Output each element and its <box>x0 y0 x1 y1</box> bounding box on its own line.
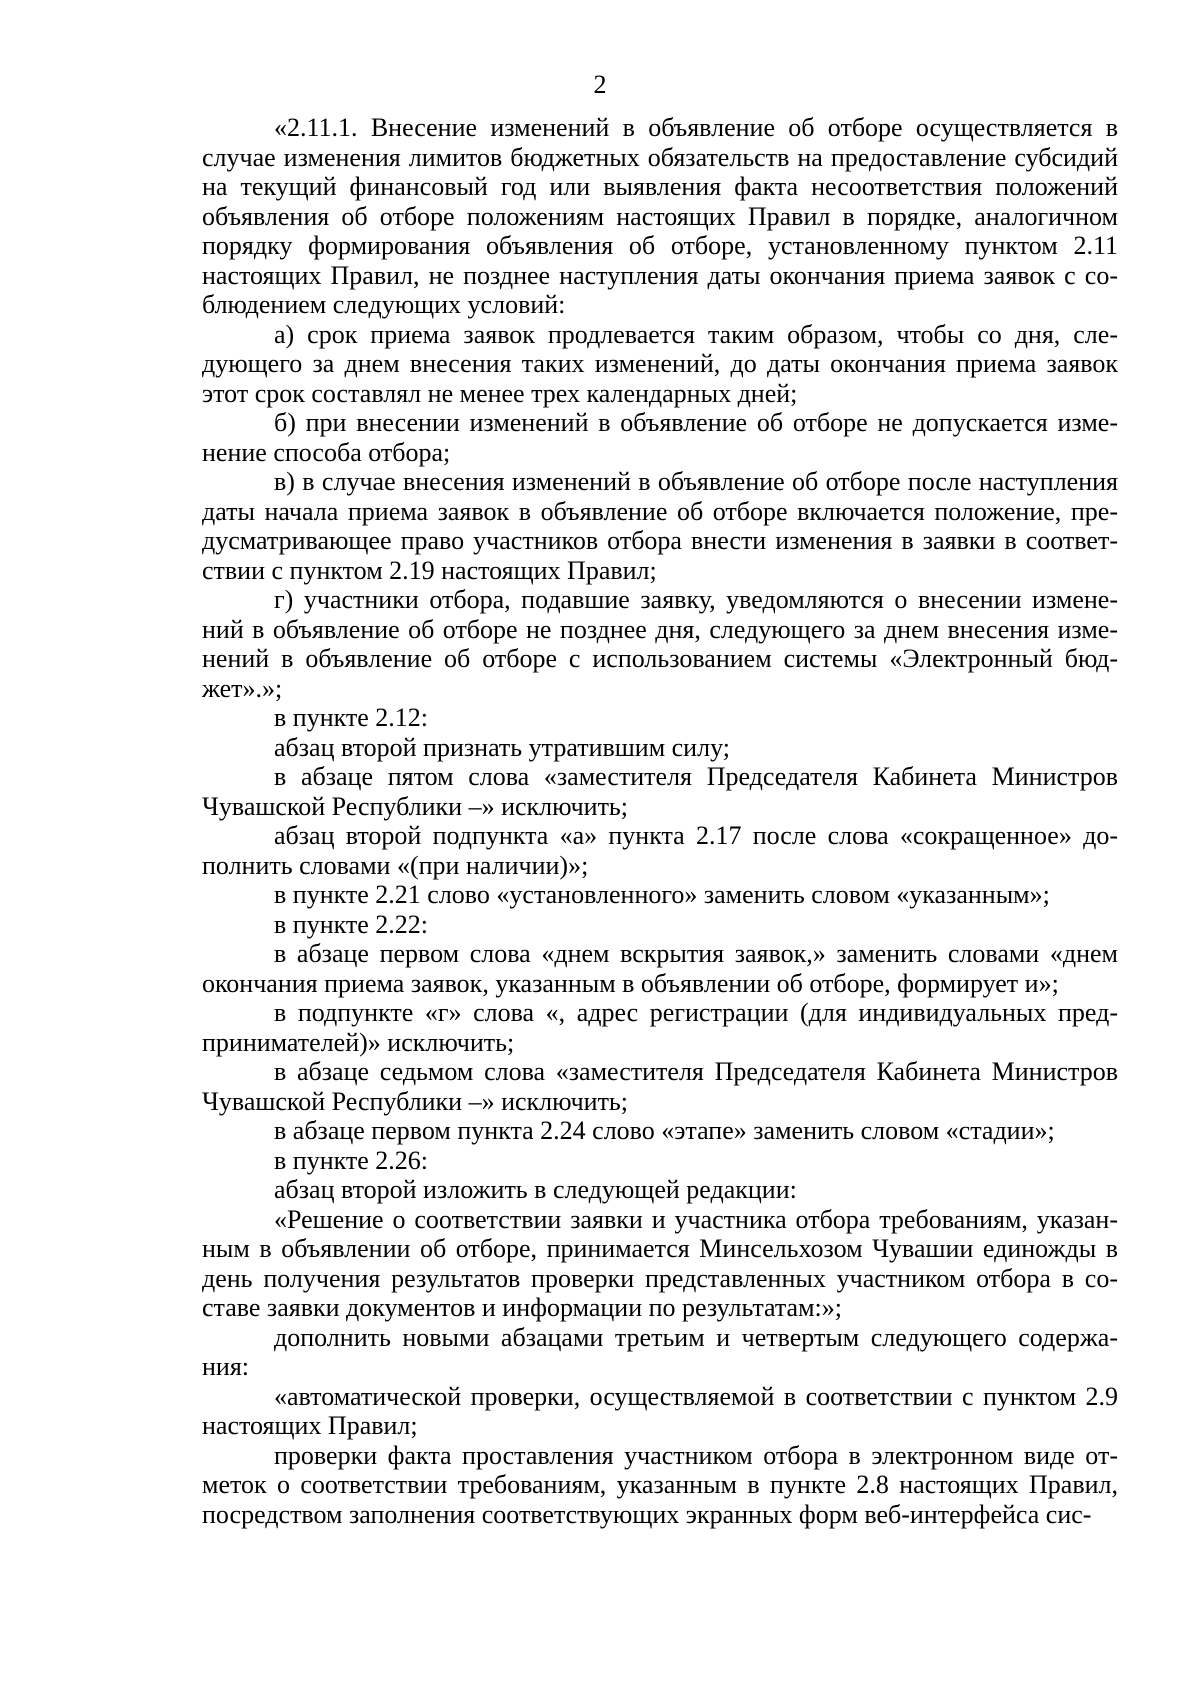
paragraph: в абзаце седьмом слова «заместителя Председателя Кабинета Министров Чувашской Республики –» исключить; <box>202 1057 1118 1116</box>
paragraph: абзац второй подпункта «а» пункта 2.17 после слова «сокращенное» дополнить словами «(при наличии)»; <box>202 821 1118 880</box>
paragraph: в пункте 2.21 слово «установленного» заменить словом «указанным»; <box>274 880 1050 909</box>
paragraph: в пункте 2.12: <box>274 703 429 732</box>
paragraph: в пункте 2.22: <box>274 909 429 939</box>
paragraph: в абзаце первом слова «днем вскрытия заявок,» заменить словами «днем окончания приема заявок, указанным в объявлении об отборе, формирует и»; <box>202 939 1118 998</box>
paragraph: дополнить новыми абзацами третьим и четвертым следующего содержания: <box>202 1322 1118 1381</box>
paragraph: в абзаце пятом слова «заместителя Председателя Кабинета Министров Чувашской Республики –» исключить; <box>202 762 1118 821</box>
paragraph: г) участники отбора, подавшие заявку, уведомляются о внесении изменений в объявление об отборе не позднее дня, следующего за днем внесения изменений в объявление об отборе с использованием системы «Электронный бюджет».»; <box>202 585 1118 703</box>
paragraph: в подпункте «г» слова «, адрес регистрации (для индивидуальных предпринимателей)» исключить; <box>202 998 1118 1057</box>
paragraph: «2.11.1. Внесение изменений в объявление об отборе осуществляется в случае изменения лимитов бюджетных обязательств на предоставление субсидий на текущий финансовый год или выявления факта несоответствия положений объявления об отборе положениям настоящих Правил в порядке, аналогичном порядку формирования объявления об отборе, установленному пунктом 2.11 настоящих Правил, не позднее наступления даты окончания приема заявок с соблюдением следующих условий: <box>202 113 1118 319</box>
paragraph: проверки факта проставления участником отбора в электронном виде отметок о соответствии требованиям, указанным в пункте 2.8 настоящих Правил, посредством заполнения соответствующих экранных форм веб-интерфейса сис- <box>202 1440 1118 1529</box>
page-number: 2 <box>593 70 607 99</box>
paragraph: в пункте 2.26: <box>274 1145 429 1175</box>
paragraph: в) в случае внесения изменений в объявление об отборе после наступления даты начала приема заявок в объявление об отборе включается положение, предусматривающее право участников отбора внести изменения в заявки в соответствии с пунктом 2.19 настоящих Правил; <box>202 467 1118 585</box>
paragraph: абзац второй признать утратившим силу; <box>274 732 730 762</box>
paragraph: «автоматической проверки, осуществляемой в соответствии с пунктом 2.9 настоящих Правил; <box>202 1381 1118 1440</box>
paragraph: абзац второй изложить в следующей редакции: <box>274 1175 797 1204</box>
document-body <box>202 113 1118 1529</box>
paragraph: «Решение о соответствии заявки и участника отбора требованиям, указанным в объявлении об отборе, принимается Минсельхозом Чувашии единожды в день получения результатов проверки представленных участником отбора в составе заявки документов и информации по результатам:»; <box>202 1204 1118 1322</box>
paragraph: а) срок приема заявок продлевается таким образом, чтобы со дня, следующего за днем внесения таких изменений, до даты окончания приема заявок этот срок составлял не менее трех календарных дней; <box>202 319 1118 408</box>
paragraph: б) при внесении изменений в объявление об отборе не допускается изменение способа отбора; <box>202 408 1118 467</box>
paragraph: в абзаце первом пункта 2.24 слово «этапе» заменить словом «стадии»; <box>274 1116 1055 1145</box>
